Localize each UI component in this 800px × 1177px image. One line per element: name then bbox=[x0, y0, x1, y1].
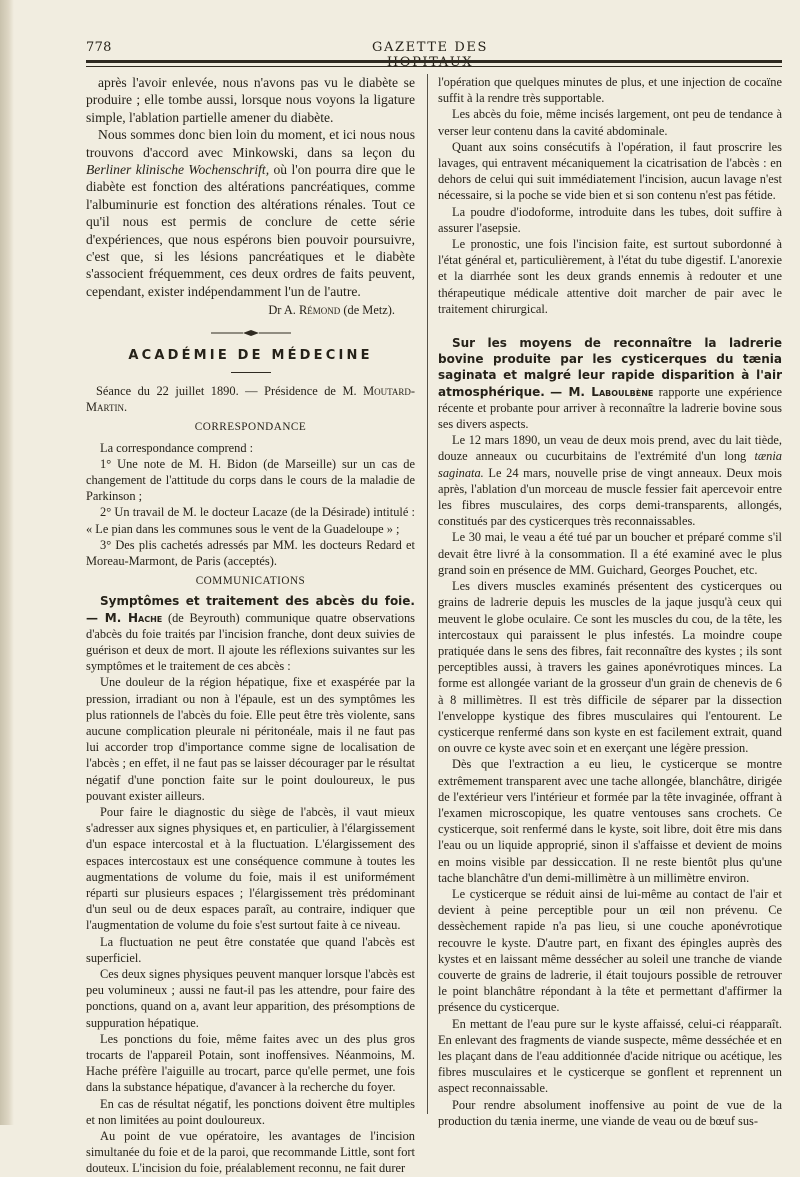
subheading-correspondance: CORRESPONDANCE bbox=[194, 421, 307, 434]
signature bbox=[86, 302, 395, 319]
header-rule-thin bbox=[86, 66, 782, 67]
text: Le 12 mars 1890, un veau de deux mois prend, avec du lait tiède, douze anneaux ou cucurbitains de l'extrémité d'un long bbox=[438, 433, 782, 464]
paragraph: 3° Des plis cachetés adressés par MM. les docteurs Redard et Moreau-Marmont, de Paris (acceptés). bbox=[86, 537, 415, 568]
paragraph: l'opération que quelques minutes de plus, et une injection de cocaïne suffit à la rendre très supportable. bbox=[438, 75, 782, 106]
subheading-communications: COMMUNICATIONS bbox=[195, 575, 306, 588]
lead-article bbox=[86, 74, 415, 320]
signature-place: (de Metz). bbox=[343, 303, 395, 318]
text: (de Beyrouth) communique quatre observations d'abcès du foie traités par l'incision franche, dont deux suivies de guérison et deux de mort. Il ajoute les réflexions suivantes sur les symptômes et le traitement de ces abcès : bbox=[86, 610, 415, 674]
species-name: tænia saginata. bbox=[438, 449, 782, 480]
article-author: — M. Laboulbène bbox=[550, 384, 654, 399]
seance-line bbox=[86, 383, 415, 415]
paragraph: après l'avoir enlevée, nous n'avons pas vu le diabète se produire ; elle tombe aussi, lorsque nous voyons la ligature simple, l'ablation partielle amener du diabète. bbox=[86, 75, 415, 125]
paragraph: Les divers muscles examinés présentent des cysticerques ou grains de ladrerie depuis les muscles de la jaque jusqu'à ceux qui meuvent le globe oculaire. Ce sont les muscles du cou, de la tête, les intercostaux qui paraissent le plus infestés. La moindre coupe pratiquée dans le sens des fibres, fait reconnaître des kystes ; ils sont perceptibles aussi, à travers les gaines aponévrotiques minces. La forme est allongée variant de la grosseur d'un grain de chenevis de 6 à 8 millimètres. Il est très difficile de séparer par la dissection l'enveloppe kystique des fibres musculaires qui l'entourent. Le cysticerque renfermé dans son kyste en est facilement extrait, quand on ouvre ce kyste avec soin et en exerçant une légère pression. bbox=[438, 579, 782, 756]
ornament-divider bbox=[86, 324, 415, 342]
text: rapporte une expérience récente et probante pour arriver à reconnaître la ladrerie bovine sous ses divers aspects. bbox=[438, 384, 782, 432]
president-name: Moutard-Martin. bbox=[86, 383, 415, 415]
paragraph: Au point de vue opératoire, les avantages de l'incision simultanée du foie et de la paroi, que recommande Little, sont fort douteux. L'incision du foie, préalablement reconnu, ne fait durer bbox=[86, 1129, 415, 1176]
text: où l'on pourra dire que le diabète est fonction des altérations pancréatiques, comme l'albuminurie est fonction des altérations rénales. Tout ce qu'il nous est permis de conclure de cette série d'expériences, que nous espérons bien pouvoir poursuivre, c'est que, si les lésions pancréatiques et le diabète s'associent fréquemment, ces deux ordres de faits peuvent, cependant, exister indépendamment l'un de l'autre. bbox=[86, 162, 415, 299]
paragraph: Quant aux soins consécutifs à l'opération, il faut proscrire les lavages, qui entravent mécaniquement la cicatrisation de l'abcès : en dehors de celui qui suit immédiatement l'incision, aucun lavage n'est nécessaire, si la poche se vide bien et si son contenu n'est pas fétide. bbox=[438, 139, 782, 203]
article-author: — M. Hache bbox=[86, 610, 163, 625]
column-divider bbox=[427, 74, 428, 1114]
text: Séance du 22 juillet 1890. — Présidence de M. bbox=[96, 383, 357, 398]
running-head: GAZETTE DES bbox=[372, 40, 488, 55]
paragraph: 1° Une note de M. H. Bidon (de Marseille) sur un cas de changement de l'attitude du corps dans le cours de la maladie de Parkinson ; bbox=[86, 456, 415, 504]
paragraph: 2° Un travail de M. le docteur Lacaze (de la Désirade) intitulé : « Le pian dans les communes sous le vent de la Guadeloupe » ; bbox=[86, 505, 415, 536]
paragraph: La fluctuation ne peut être constatée que quand l'abcès est superficiel. bbox=[86, 934, 415, 965]
article-title: Sur les moyens de reconnaître la ladrerie bovine produite par les cysticerques du tænia saginata et malgré leur rapide disparition à l'air atmosphérique. bbox=[438, 336, 782, 399]
right-column bbox=[438, 74, 782, 1128]
paragraph: Ces deux signes physiques peuvent manquer lorsque l'abcès est peu volumineux ; aussi ne faut-il pas les attendre, pour faire des ponctions, quand on a, avant leur apparition, des présomptions de suppuration hépatique. bbox=[86, 967, 415, 1030]
paragraph: En cas de résultat négatif, les ponctions doivent être multiples et non limitées au point douloureux. bbox=[86, 1096, 415, 1127]
paragraph: Le cysticerque se réduit ainsi de lui-même au contact de l'air et devient à peine perceptible pour un œil non prévenu. Ce dessèchement rapide n'a pas lieu, si une couche aponévrotique recouvre le kyste. D'autre part, en fixant des épingles auprès des kystes et en laissant même dessécher au soleil une tranche de viande couverte de grains de ladrerie, il était toujours possible de retrouver le point blanchâtre répondant à la tête et permettant d'affirmer la présence du cysticerque. bbox=[438, 886, 782, 1015]
paragraph: Les abcès du foie, même incisés largement, ont peu de tendance à verser leur contenu dans la cavité abdominale. bbox=[438, 107, 782, 138]
article-title: Symptômes et traitement des abcès du foie. bbox=[100, 594, 415, 609]
header-rule-thick bbox=[86, 60, 782, 63]
signature-name: Rémond bbox=[299, 303, 341, 318]
text: Nous sommes donc bien loin du moment, et ici nous nous trouvons d'accord avec Minkowski, dans sa leçon du bbox=[86, 127, 415, 160]
page-number: 778 bbox=[86, 40, 112, 55]
paragraph bbox=[438, 335, 782, 432]
paragraph: La correspondance comprend : bbox=[100, 440, 254, 455]
paragraph bbox=[438, 432, 782, 529]
left-column bbox=[86, 74, 415, 1176]
paragraph: Le 30 mai, le veau a été tué par un boucher et préparé comme s'il devait être livré à la consommation. Il a été examiné avec le plus grand soin en présence de MM. Guichard, Georges Pouchet, etc. bbox=[438, 530, 782, 577]
paragraph bbox=[86, 593, 415, 674]
paragraph bbox=[86, 126, 415, 300]
paragraph: Le pronostic, une fois l'incision faite, est surtout subordonné à l'état général et, particulièrement, à l'état du tube digestif. L'anorexie et la diarrhée sont les deux grands ennemis à redouter et une thérapeutique médicale attentive doit marcher de pair avec le traitement chirurgical. bbox=[438, 237, 782, 316]
paragraph: Dès que l'extraction a eu lieu, le cysticerque se montre extrêmement transparent avec une tache allongée, blanchâtre, dirigée de l'extérieur vers l'intérieur et formée par la tête invaginée, offrant à l'examen microscopique, les quatre ventouses sans crochets. Ce cysticerque, soit renfermé dans le kyste, soit libre, doit être mis dans l'eau ou un liquide approprié, sinon il s'affaisse et devient de moins en moins visible par dessiccation. Il ne reste bientôt plus qu'une tache blanchâtre d'un demi-millimètre à un millimètre environ. bbox=[438, 757, 782, 885]
paragraph: Les ponctions du foie, même faites avec un des plus gros trocarts de l'appareil Potain, sont inoffensives. Néanmoins, M. Hache préfère l'aiguille au trocart, parce qu'elle permet, une fois dans la substance hépatique, d'avancer à la recherche du foyer. bbox=[86, 1031, 415, 1095]
section-title-academie: ACADÉMIE DE MÉDECINE bbox=[128, 347, 373, 363]
paragraph: La poudre d'iodoforme, introduite dans les tubes, doit suffire à assurer l'asepsie. bbox=[438, 204, 782, 235]
paragraph: Une douleur de la région hépatique, fixe et exaspérée par la pression, irradiant ou non à l'épaule, est un des symptômes les plus rationnels de l'abcès du foie. Elle peut être très violente, sans aucune complication pleurale ni péritonéale, mais il ne faut pas lui accorder trop d'importance comme signe de localisation de l'abcès ; en effet, il ne faut pas se laisser décourager par le résultat négatif d'une ponction faite sur le point douloureux, le pus pouvant exister ailleurs. bbox=[86, 675, 415, 803]
signature-title: Dr A. bbox=[268, 303, 296, 318]
text: Le 24 mars, nouvelle prise de vingt anneaux. Deux mois après, l'ablation d'un morceau de muscle fessier fait apercevoir entre les fibres musculaires, des corps demi-transparents, allongés, constitués par des cysticerques très reconnaissables. bbox=[438, 465, 782, 529]
page-edge bbox=[0, 0, 14, 1125]
short-rule bbox=[231, 372, 271, 373]
journal-name: Berliner klinische Wochenschrift, bbox=[86, 162, 270, 178]
paragraph: Pour rendre absolument inoffensive au point de vue de la production du tænia inerme, une viande de veau ou de bœuf sus- bbox=[438, 1097, 782, 1128]
paragraph: Pour faire le diagnostic du siège de l'abcès, il vaut mieux s'adresser aux signes physiques et, en particulier, à l'élargissement d'un espace intercostal et à la fluctuation. L'élargissement des espaces intercostaux est une conséquence commune à toutes les augmentations de volume du foie, mais il est uniformément réparti sur plusieurs espaces ; l'élargissement très prédominant d'un seul ou de deux espaces paraît, au contraire, indiquer que l'augmentation de volume du foie s'est surtout faite à ce niveau. bbox=[86, 804, 415, 933]
paragraph: En mettant de l'eau pure sur le kyste affaissé, celui-ci réapparaît. En enlevant des fragments de viande suspecte, même desséchée et en les plaçant dans de l'eau additionnée d'acide nitrique ou acétique, les fibres musculaires et le cysticerque se gonflent et reprennent un aspect reconnaissable. bbox=[438, 1016, 782, 1096]
